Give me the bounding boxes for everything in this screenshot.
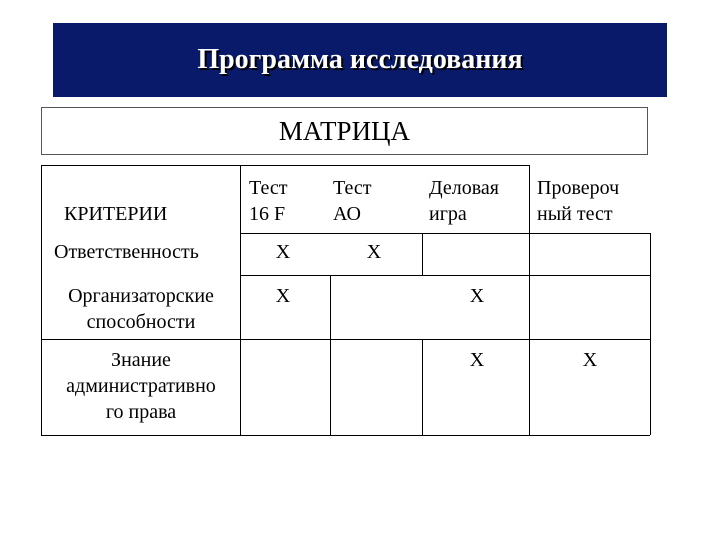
column-header-test16f: Тест 16 F <box>249 177 288 225</box>
mark-cell: X <box>366 241 382 263</box>
column-header-test-ao: Тест АО <box>333 177 372 225</box>
row-label-admin-law: Знание административно го права <box>66 349 216 423</box>
table-col-line <box>422 339 423 435</box>
table-border-right <box>650 233 651 435</box>
subtitle: МАТРИЦА <box>278 115 411 146</box>
table-row-line <box>240 275 650 276</box>
table-col-line <box>529 165 530 435</box>
mark-cell: X <box>275 285 291 307</box>
table-row-line <box>41 339 650 340</box>
subtitle-box <box>41 107 648 155</box>
page-title: Программа исследования <box>197 44 523 75</box>
table-col-line <box>240 165 241 435</box>
mark-cell: X <box>275 241 291 263</box>
table-border-left <box>41 165 42 435</box>
row-label-organizational: Организаторские способности <box>68 285 214 333</box>
column-header-business-game: Деловая игра <box>429 177 499 225</box>
table-row-line <box>240 233 650 234</box>
mark-cell: X <box>582 349 598 371</box>
table-border-top <box>41 165 529 166</box>
mark-cell: X <box>469 349 485 371</box>
title-banner <box>53 23 667 97</box>
row-label-responsibility: Ответственность <box>54 241 199 263</box>
matrix-table <box>41 165 650 435</box>
mark-cell: X <box>469 285 485 307</box>
column-header-check-test: Провероч ный тест <box>537 177 620 225</box>
table-col-line <box>422 233 423 275</box>
criteria-header: КРИТЕРИИ <box>64 203 168 225</box>
table-border-bottom <box>41 435 650 436</box>
table-col-line <box>330 275 331 435</box>
